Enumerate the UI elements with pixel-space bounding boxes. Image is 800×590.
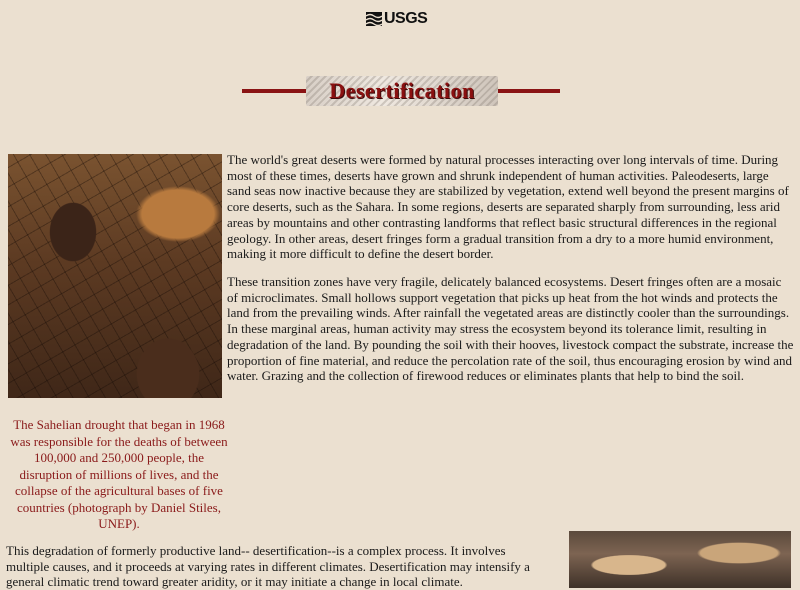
page-title: Desertification	[329, 78, 475, 103]
title-box	[306, 76, 498, 106]
desert-landscape-photo	[569, 531, 791, 588]
title-rule-right	[498, 89, 560, 93]
photo-caption: The Sahelian drought that began in 1968 was responsible for the deaths of between 100,000 and 250,000 people, the disruption of millions of lives, and the collapse of the agricultural bases of five countries (photograph by Daniel Stiles, UNEP).	[10, 417, 228, 531]
usgs-logo[interactable]	[366, 9, 432, 29]
paragraph-transition-zones: These transition zones have very fragile, delicately balanced ecosystems. Desert fringes often are a mosaic of microclimates. Small hollows support vegetation that picks up heat from the hot winds and protects the land from the prevailing winds. After rainfall the vegetated areas are distinctly cooler than the surroundings. In these marginal areas, human activity may stress the ecosystem beyond its tolerance limit, resulting in degradation of the land. By pounding the soil with their hooves, livestock compact the substrate, increase the proportion of fine material, and reduce the percolation rate of the soil, thus encouraging erosion by wind and water. Grazing and the collection of firewood reduces or eliminates plants that help to bind the soil.	[227, 274, 794, 384]
usgs-logo-text: USGS	[384, 10, 428, 27]
paragraph-desertification-process: This degradation of formerly productive land-- desertification--is a complex process. It involves multiple causes, and it proceeds at varying rates in different climates. Desertification may intensify a general climatic trend toward greater aridity, or it may initiate a change in local climate.	[6, 543, 530, 590]
page-title-banner	[242, 76, 560, 106]
usgs-logo-icon	[366, 12, 382, 26]
paragraph-deserts-formation: The world's great deserts were formed by natural processes interacting over long intervals of time. During most of these times, deserts have grown and shrunk independent of human activities. Paleodeserts, large sand seas now inactive because they are stabilized by vegetation, extend well beyond the present margins of core deserts, such as the Sahara. In some regions, deserts are separated sharply from surrounding, less arid areas by mountains and other contrasting landforms that reflect basic structural differences in the regional geology. In other areas, desert fringes form a gradual transition from a dry to a more humid environment, making it more difficult to define the desert border.	[227, 152, 789, 262]
sahel-drought-photo	[8, 154, 222, 398]
title-rule-left	[242, 89, 306, 93]
